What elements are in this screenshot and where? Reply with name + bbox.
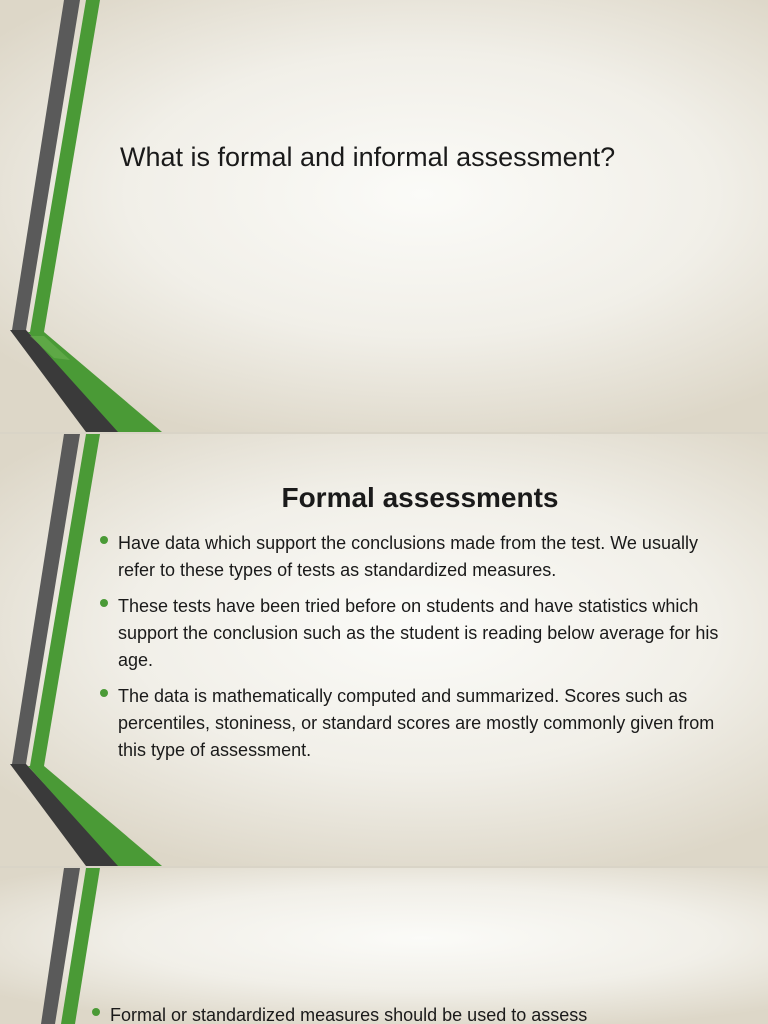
bullet-text: The data is mathematically computed and summarized. Scores such as percentiles, stoniness, or standard scores are mostly commonly given from this type of assessment. <box>118 686 715 760</box>
slide-accent-stripes <box>0 868 170 1024</box>
slide-3 <box>0 868 768 1024</box>
bullet-text: Have data which support the conclusions made from the test. We usually refer to these types of tests as standardized measures. <box>118 533 698 580</box>
bullet-icon <box>100 689 108 697</box>
slide-2 <box>0 434 768 866</box>
bullet-icon <box>100 536 108 544</box>
bullet-item <box>98 530 726 584</box>
slide-accent-stripes <box>0 0 170 432</box>
bullet-text: These tests have been tried before on students and have statistics which support the conclusion such as the student is reading below average for his age. <box>118 596 719 670</box>
bullet-text: Formal or standardized measures should be used to assess <box>110 1005 588 1024</box>
bullet-item <box>98 683 726 764</box>
bullet-icon <box>100 599 108 607</box>
slide-title: Formal assessments <box>281 482 559 513</box>
bullet-icon <box>92 1008 100 1016</box>
slide-title: What is formal and informal assessment? <box>120 142 616 172</box>
bullet-list <box>90 1002 730 1024</box>
bullet-list <box>98 530 726 773</box>
slide-1 <box>0 0 768 432</box>
bullet-item <box>90 1002 730 1024</box>
bullet-item <box>98 593 726 674</box>
